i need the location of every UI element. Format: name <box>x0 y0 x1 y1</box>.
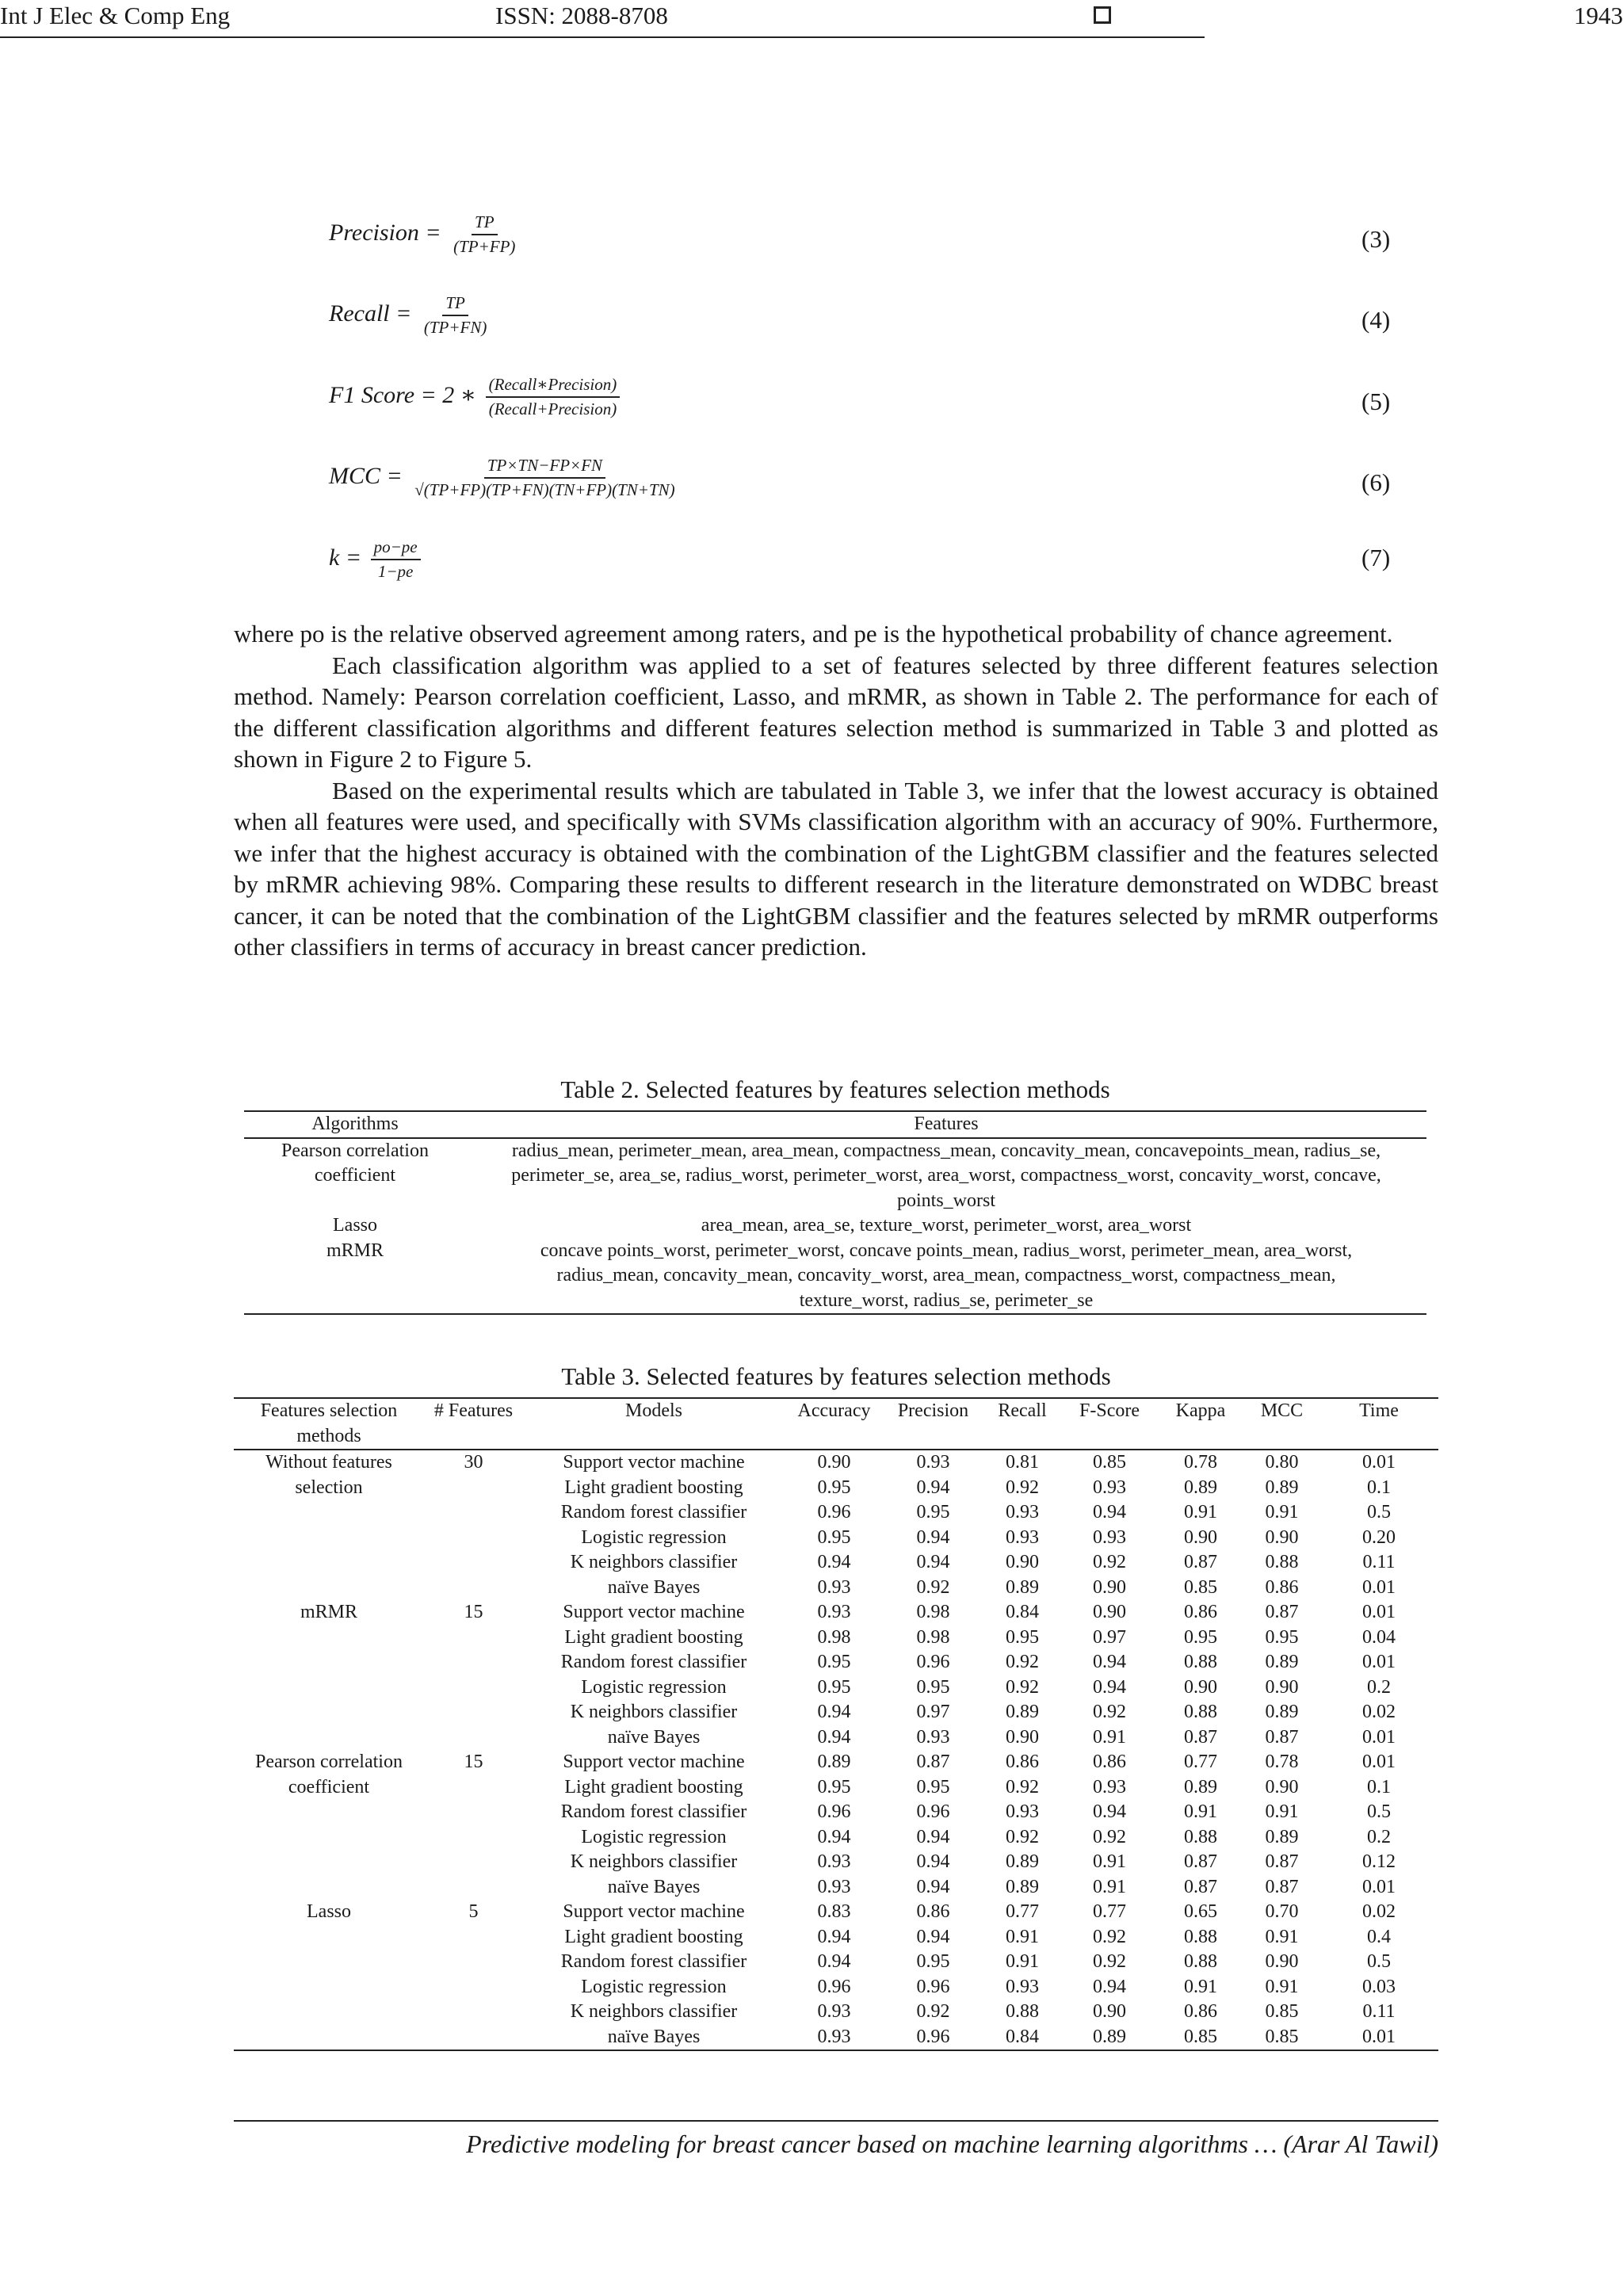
model-cell: naïve Bayes <box>607 1726 701 1748</box>
paragraph: Each classification algorithm was applied to a set of features selected by three different features selection method. Namely: Pearson correlation coefficient, Lasso, and mRMR, as shown in Table 2. The performance for each of the different classification algorithms and different features selection method is summarized in Table 3 and plotted as shown in Figure 2 to Figure 5. <box>234 651 1438 773</box>
model-cell: Light gradient boosting <box>564 1477 743 1498</box>
metric-cell: 0.98 <box>916 1626 950 1648</box>
metric-cell: 0.96 <box>916 1801 950 1822</box>
fraction-numerator: TP×TN−FP×FN <box>484 456 605 479</box>
metric-cell: 0.86 <box>916 1901 950 1922</box>
feature-count-cell: 15 <box>464 1752 483 1772</box>
metric-cell: 0.94 <box>916 1526 950 1548</box>
metric-cell: 0.96 <box>916 2026 950 2047</box>
metric-cell: 0.87 <box>1184 1851 1217 1872</box>
table-3 <box>234 1397 1438 2051</box>
metric-cell: 0.95 <box>1184 1626 1217 1648</box>
column-header: Kappa <box>1157 1398 1244 1450</box>
metric-cell: 0.92 <box>916 1576 950 1598</box>
metric-cell: 0.94 <box>916 1477 950 1498</box>
metric-cell: 0.4 <box>1367 1926 1391 1947</box>
metric-cell: 0.81 <box>1006 1452 1039 1473</box>
column-header: # Features <box>424 1398 523 1450</box>
metric-cell: 0.01 <box>1362 1652 1396 1672</box>
fraction-denominator: 1−pe <box>377 562 414 581</box>
equation-prefix: 2 ∗ <box>442 381 477 408</box>
metric-cell: 0.5 <box>1367 1502 1391 1522</box>
metric-cell: 0.93 <box>817 2026 851 2047</box>
metric-cell: 0.80 <box>1265 1452 1299 1473</box>
metric-cell: 0.86 <box>1265 1576 1299 1598</box>
metric-cell: 0.95 <box>916 1676 950 1698</box>
model-cell: Logistic regression <box>581 1826 727 1847</box>
equation-fraction <box>371 537 421 582</box>
metric-cell: 0.01 <box>1362 1576 1396 1598</box>
metric-cell: 0.91 <box>1265 1926 1299 1947</box>
metric-cell: 0.12 <box>1362 1851 1396 1872</box>
metric-cell: 0.91 <box>1093 1726 1126 1748</box>
metric-cell: 0.89 <box>1006 1576 1039 1598</box>
model-cell: Random forest classifier <box>560 1951 747 1972</box>
metric-cell: 0.04 <box>1362 1626 1396 1648</box>
equation-lhs: Precision = <box>329 219 441 246</box>
table-cell: mRMR <box>326 1240 384 1261</box>
metric-cell: 0.95 <box>817 1776 851 1797</box>
journal-name: Int J Elec & Comp Eng <box>0 2 231 29</box>
model-cell: Logistic regression <box>581 1676 727 1698</box>
method-cell: Pearson correlation coefficient <box>255 1752 403 1797</box>
metric-cell: 0.85 <box>1184 2026 1217 2047</box>
metric-cell: 0.87 <box>1265 1876 1299 1897</box>
metric-cell: 0.77 <box>1184 1752 1217 1772</box>
model-cell: naïve Bayes <box>607 1876 701 1897</box>
metric-cell: 0.88 <box>1265 1552 1299 1572</box>
model-cell: Support vector machine <box>563 1901 745 1922</box>
equation-f1-score <box>329 375 623 438</box>
column-header: Features selection methods <box>234 1398 424 1450</box>
metric-cell: 0.02 <box>1362 1901 1396 1922</box>
table-cell: Lasso <box>333 1215 377 1236</box>
equation-kappa <box>329 537 424 601</box>
metric-cell: 0.93 <box>1006 1526 1039 1548</box>
fraction-denominator: √(TP+FP)(TP+FN)(TN+FP)(TN+TN) <box>414 480 675 499</box>
metric-cell: 0.94 <box>1093 1801 1126 1822</box>
metric-cell: 0.03 <box>1362 1976 1396 1997</box>
model-cell: naïve Bayes <box>607 1576 701 1598</box>
fraction-denominator: (TP+FN) <box>423 318 487 337</box>
metric-cell: 0.95 <box>817 1652 851 1672</box>
equation-lhs: k = <box>329 544 362 571</box>
metric-cell: 0.93 <box>1093 1776 1126 1797</box>
metric-cell: 0.94 <box>817 1926 851 1947</box>
fraction-numerator: TP <box>442 293 468 316</box>
method-cell: Lasso <box>307 1901 351 1922</box>
model-cell: Random forest classifier <box>560 1502 747 1522</box>
metric-cell: 0.88 <box>1184 1826 1217 1847</box>
metric-cell: 0.91 <box>1093 1851 1126 1872</box>
metric-cell: 0.94 <box>916 1826 950 1847</box>
metric-cell: 0.94 <box>1093 1502 1126 1522</box>
page-number: 1943 <box>1574 2 1623 29</box>
body-text <box>234 618 1438 963</box>
metric-cell: 0.87 <box>916 1752 950 1772</box>
metric-cell: 0.2 <box>1367 1826 1391 1847</box>
metric-cell: 0.93 <box>1006 1801 1039 1822</box>
column-header: Precision <box>884 1398 983 1450</box>
feature-count-cell: 5 <box>468 1901 479 1922</box>
metric-cell: 0.91 <box>1184 1976 1217 1997</box>
metric-cell: 0.02 <box>1362 1702 1396 1722</box>
metric-cell: 0.95 <box>817 1676 851 1698</box>
metric-cell: 0.89 <box>1006 1876 1039 1897</box>
metric-cell: 0.88 <box>1184 1652 1217 1672</box>
metric-cell: 0.70 <box>1265 1901 1299 1922</box>
metric-cell: 0.93 <box>817 1876 851 1897</box>
metric-cell: 0.86 <box>1006 1752 1039 1772</box>
metric-cell: 0.91 <box>1265 1502 1299 1522</box>
model-cell: Support vector machine <box>563 1752 745 1772</box>
metric-cell: 0.11 <box>1362 1552 1396 1572</box>
metric-cell: 0.90 <box>1006 1726 1039 1748</box>
metric-cell: 0.83 <box>817 1901 851 1922</box>
table-row <box>234 1450 1438 1476</box>
equation-lhs: F1 Score = <box>329 381 437 408</box>
metric-cell: 0.91 <box>1093 1876 1126 1897</box>
metric-cell: 0.95 <box>1265 1626 1299 1648</box>
metric-cell: 0.87 <box>1265 1602 1299 1622</box>
table-cell: concave points_worst, perimeter_worst, concave points_mean, radius_worst, perimeter_mean, area_worst, radius_mean, concavity_mean, concavity_worst, area_mean, compactness_worst, compactness_mean, texture_worst, radius_se, perimeter_se <box>540 1240 1353 1311</box>
column-header: MCC <box>1244 1398 1319 1450</box>
model-cell: Logistic regression <box>581 1526 727 1548</box>
metric-cell: 0.01 <box>1362 1726 1396 1748</box>
metric-cell: 0.01 <box>1362 1876 1396 1897</box>
fraction-numerator: po−pe <box>371 537 421 560</box>
model-cell: Light gradient boosting <box>564 1776 743 1797</box>
issn: ISSN: 2088-8708 <box>495 2 668 29</box>
paragraph: where po is the relative observed agreement among raters, and pe is the hypothetical probability of chance agreement. <box>234 620 1393 648</box>
metric-cell: 0.5 <box>1367 1951 1391 1972</box>
metric-cell: 0.90 <box>1093 2001 1126 2022</box>
metric-cell: 0.89 <box>817 1752 851 1772</box>
metric-cell: 0.11 <box>1362 2001 1396 2022</box>
metric-cell: 0.95 <box>916 1502 950 1522</box>
equation-lhs: MCC = <box>329 462 403 489</box>
model-cell: K neighbors classifier <box>570 2001 738 2022</box>
metric-cell: 0.91 <box>1006 1951 1039 1972</box>
metric-cell: 0.89 <box>1265 1826 1299 1847</box>
metric-cell: 0.2 <box>1367 1676 1391 1698</box>
equation-mcc <box>329 456 682 519</box>
feature-count-cell: 30 <box>464 1452 483 1473</box>
table-cell: area_mean, area_se, texture_worst, perimeter_worst, area_worst <box>701 1215 1192 1236</box>
metric-cell: 0.90 <box>1184 1676 1217 1698</box>
metric-cell: 0.93 <box>817 1851 851 1872</box>
metric-cell: 0.95 <box>1006 1626 1039 1648</box>
equation-recall <box>329 293 493 357</box>
metric-cell: 0.91 <box>1184 1502 1217 1522</box>
model-cell: Light gradient boosting <box>564 1626 743 1648</box>
fraction-numerator: (Recall∗Precision) <box>486 375 621 398</box>
paragraph: Based on the experimental results which are tabulated in Table 3, we infer that the lowest accuracy is obtained when all features were used, and specifically with SVMs classification algorithm with an accuracy of 90%. Furthermore, we infer that the highest accuracy is obtained with the combination of the LightGBM classifier and the features selected by mRMR achieving 98%. Comparing these results to different research in the literature demonstrated on WDBC breast cancer, it can be noted that the combination of the LightGBM classifier and the features selected by mRMR outperforms other classifiers in terms of accuracy in breast cancer prediction. <box>234 776 1438 961</box>
metric-cell: 0.86 <box>1184 2001 1217 2022</box>
table-row <box>244 1239 1426 1315</box>
metric-cell: 0.1 <box>1367 1477 1391 1498</box>
model-cell: Support vector machine <box>563 1452 745 1473</box>
metric-cell: 0.90 <box>1093 1602 1126 1622</box>
metric-cell: 0.92 <box>1006 1652 1039 1672</box>
metric-cell: 0.91 <box>1265 1801 1299 1822</box>
metric-cell: 0.87 <box>1265 1851 1299 1872</box>
metric-cell: 0.92 <box>1093 1826 1126 1847</box>
metric-cell: 0.01 <box>1362 2026 1396 2047</box>
table-row <box>234 1900 1438 1925</box>
metric-cell: 0.94 <box>1093 1652 1126 1672</box>
equation-precision <box>329 212 521 276</box>
metric-cell: 0.20 <box>1362 1526 1396 1548</box>
column-header: Features <box>466 1111 1426 1138</box>
metric-cell: 0.84 <box>1006 2026 1039 2047</box>
metric-cell: 0.96 <box>817 1976 851 1997</box>
table-caption: Table 2. Selected features by features selection methods <box>560 1075 1110 1103</box>
metric-cell: 0.01 <box>1362 1452 1396 1473</box>
metric-cell: 0.93 <box>1006 1502 1039 1522</box>
column-header: Recall <box>983 1398 1062 1450</box>
metric-cell: 0.90 <box>817 1452 851 1473</box>
feature-count-cell: 15 <box>464 1602 483 1622</box>
metric-cell: 0.90 <box>1265 1526 1299 1548</box>
metric-cell: 0.94 <box>916 1876 950 1897</box>
metric-cell: 0.93 <box>817 1602 851 1622</box>
equation-fraction <box>450 212 518 257</box>
metric-cell: 0.94 <box>817 1726 851 1748</box>
metric-cell: 0.88 <box>1184 1926 1217 1947</box>
metric-cell: 0.90 <box>1265 1776 1299 1797</box>
metric-cell: 0.78 <box>1265 1752 1299 1772</box>
metric-cell: 0.89 <box>1184 1477 1217 1498</box>
equation-fraction <box>421 293 491 338</box>
metric-cell: 0.95 <box>916 1951 950 1972</box>
metric-cell: 0.89 <box>1265 1652 1299 1672</box>
metric-cell: 0.1 <box>1367 1776 1391 1797</box>
metric-cell: 0.87 <box>1184 1726 1217 1748</box>
metric-cell: 0.90 <box>1265 1951 1299 1972</box>
model-cell: naïve Bayes <box>607 2026 701 2047</box>
metric-cell: 0.85 <box>1265 2026 1299 2047</box>
metric-cell: 0.01 <box>1362 1752 1396 1772</box>
column-header: F-Score <box>1062 1398 1157 1450</box>
table-cell: radius_mean, perimeter_mean, area_mean, compactness_mean, concavity_mean, concavepoints_mean, radius_se, perimeter_se, area_se, radius_worst, perimeter_worst, area_worst, compactness_worst, concavity_worst, concave, points_worst <box>511 1140 1381 1211</box>
metric-cell: 0.90 <box>1093 1576 1126 1598</box>
metric-cell: 0.96 <box>916 1976 950 1997</box>
metric-cell: 0.89 <box>1006 1702 1039 1722</box>
square-icon <box>1094 6 1111 24</box>
fraction-denominator: (Recall+Precision) <box>488 399 617 418</box>
metric-cell: 0.90 <box>1184 1526 1217 1548</box>
metric-cell: 0.94 <box>916 1552 950 1572</box>
metric-cell: 0.87 <box>1184 1552 1217 1572</box>
metric-cell: 0.90 <box>1265 1676 1299 1698</box>
table-2 <box>244 1110 1426 1315</box>
metric-cell: 0.98 <box>916 1602 950 1622</box>
metric-cell: 0.86 <box>1093 1752 1126 1772</box>
equation-fraction <box>486 375 621 419</box>
metric-cell: 0.93 <box>1093 1477 1126 1498</box>
table-row <box>234 1750 1438 1775</box>
metric-cell: 0.88 <box>1006 2001 1039 2022</box>
model-cell: Random forest classifier <box>560 1652 747 1672</box>
metric-cell: 0.93 <box>1093 1526 1126 1548</box>
metric-cell: 0.93 <box>916 1452 950 1473</box>
metric-cell: 0.94 <box>817 1826 851 1847</box>
fraction-denominator: (TP+FP) <box>453 237 516 256</box>
metric-cell: 0.91 <box>1184 1801 1217 1822</box>
model-cell: Logistic regression <box>581 1976 727 1997</box>
running-footer <box>234 2120 1438 2159</box>
metric-cell: 0.95 <box>817 1477 851 1498</box>
metric-cell: 0.96 <box>817 1801 851 1822</box>
metric-cell: 0.94 <box>1093 1676 1126 1698</box>
table-header-row <box>244 1111 1426 1138</box>
metric-cell: 0.92 <box>1093 1552 1126 1572</box>
model-cell: K neighbors classifier <box>570 1702 738 1722</box>
metric-cell: 0.94 <box>916 1926 950 1947</box>
metric-cell: 0.65 <box>1184 1901 1217 1922</box>
metric-cell: 0.93 <box>817 2001 851 2022</box>
metric-cell: 0.89 <box>1184 1776 1217 1797</box>
metric-cell: 0.92 <box>1093 1926 1126 1947</box>
metric-cell: 0.96 <box>916 1652 950 1672</box>
model-cell: K neighbors classifier <box>570 1851 738 1872</box>
equation-number: (6) <box>1361 468 1391 496</box>
metric-cell: 0.98 <box>817 1626 851 1648</box>
metric-cell: 0.92 <box>1006 1477 1039 1498</box>
running-header <box>0 0 1623 38</box>
metric-cell: 0.89 <box>1006 1851 1039 1872</box>
column-header: Algorithms <box>244 1111 466 1138</box>
metric-cell: 0.94 <box>817 1951 851 1972</box>
metric-cell: 0.92 <box>1093 1702 1126 1722</box>
metric-cell: 0.77 <box>1006 1901 1039 1922</box>
equation-number: (7) <box>1361 544 1391 571</box>
equation-fraction <box>411 456 678 500</box>
metric-cell: 0.97 <box>1093 1626 1126 1648</box>
metric-cell: 0.5 <box>1367 1801 1391 1822</box>
metric-cell: 0.85 <box>1265 2001 1299 2022</box>
model-cell: Random forest classifier <box>560 1801 747 1822</box>
metric-cell: 0.89 <box>1265 1702 1299 1722</box>
table-row <box>244 1138 1426 1214</box>
table-caption: Table 3. Selected features by features selection methods <box>561 1362 1111 1390</box>
metric-cell: 0.95 <box>916 1776 950 1797</box>
metric-cell: 0.86 <box>1184 1602 1217 1622</box>
metric-cell: 0.89 <box>1265 1477 1299 1498</box>
metric-cell: 0.95 <box>817 1526 851 1548</box>
metric-cell: 0.01 <box>1362 1602 1396 1622</box>
table-cell: Pearson correlation coefficient <box>281 1140 429 1186</box>
metric-cell: 0.94 <box>1093 1976 1126 1997</box>
model-cell: Light gradient boosting <box>564 1926 743 1947</box>
metric-cell: 0.97 <box>916 1702 950 1722</box>
equation-lhs: Recall = <box>329 300 412 327</box>
metric-cell: 0.87 <box>1184 1876 1217 1897</box>
metric-cell: 0.93 <box>916 1726 950 1748</box>
table-row <box>234 1600 1438 1626</box>
metric-cell: 0.85 <box>1093 1452 1126 1473</box>
table-row <box>244 1213 1426 1239</box>
metric-cell: 0.93 <box>1006 1976 1039 1997</box>
method-cell: mRMR <box>300 1602 358 1622</box>
metric-cell: 0.77 <box>1093 1901 1126 1922</box>
model-cell: K neighbors classifier <box>570 1552 738 1572</box>
metric-cell: 0.93 <box>817 1576 851 1598</box>
metric-cell: 0.92 <box>1006 1676 1039 1698</box>
metric-cell: 0.91 <box>1006 1926 1039 1947</box>
footer-text: Predictive modeling for breast cancer based on machine learning algorithms … (Arar Al Tawil) <box>466 2130 1438 2158</box>
metric-cell: 0.94 <box>916 1851 950 1872</box>
fraction-numerator: TP <box>472 212 498 235</box>
metric-cell: 0.92 <box>1006 1826 1039 1847</box>
metric-cell: 0.92 <box>1006 1776 1039 1797</box>
metric-cell: 0.90 <box>1006 1552 1039 1572</box>
metric-cell: 0.92 <box>1093 1951 1126 1972</box>
method-cell: Without features selection <box>265 1452 392 1498</box>
equation-number: (4) <box>1361 306 1391 334</box>
equation-number: (5) <box>1361 388 1391 415</box>
metric-cell: 0.88 <box>1184 1702 1217 1722</box>
column-header: Time <box>1319 1398 1438 1450</box>
metric-cell: 0.87 <box>1265 1726 1299 1748</box>
table-header-row <box>234 1398 1438 1450</box>
column-header: Models <box>523 1398 785 1450</box>
metric-cell: 0.94 <box>817 1702 851 1722</box>
equation-number: (3) <box>1361 225 1391 253</box>
metric-cell: 0.89 <box>1093 2026 1126 2047</box>
column-header: Accuracy <box>785 1398 884 1450</box>
metric-cell: 0.94 <box>817 1552 851 1572</box>
model-cell: Support vector machine <box>563 1602 745 1622</box>
metric-cell: 0.91 <box>1265 1976 1299 1997</box>
metric-cell: 0.85 <box>1184 1576 1217 1598</box>
metric-cell: 0.92 <box>916 2001 950 2022</box>
metric-cell: 0.96 <box>817 1502 851 1522</box>
metric-cell: 0.88 <box>1184 1951 1217 1972</box>
table-body <box>234 1450 1438 2050</box>
metric-cell: 0.78 <box>1184 1452 1217 1473</box>
metric-cell: 0.84 <box>1006 1602 1039 1622</box>
